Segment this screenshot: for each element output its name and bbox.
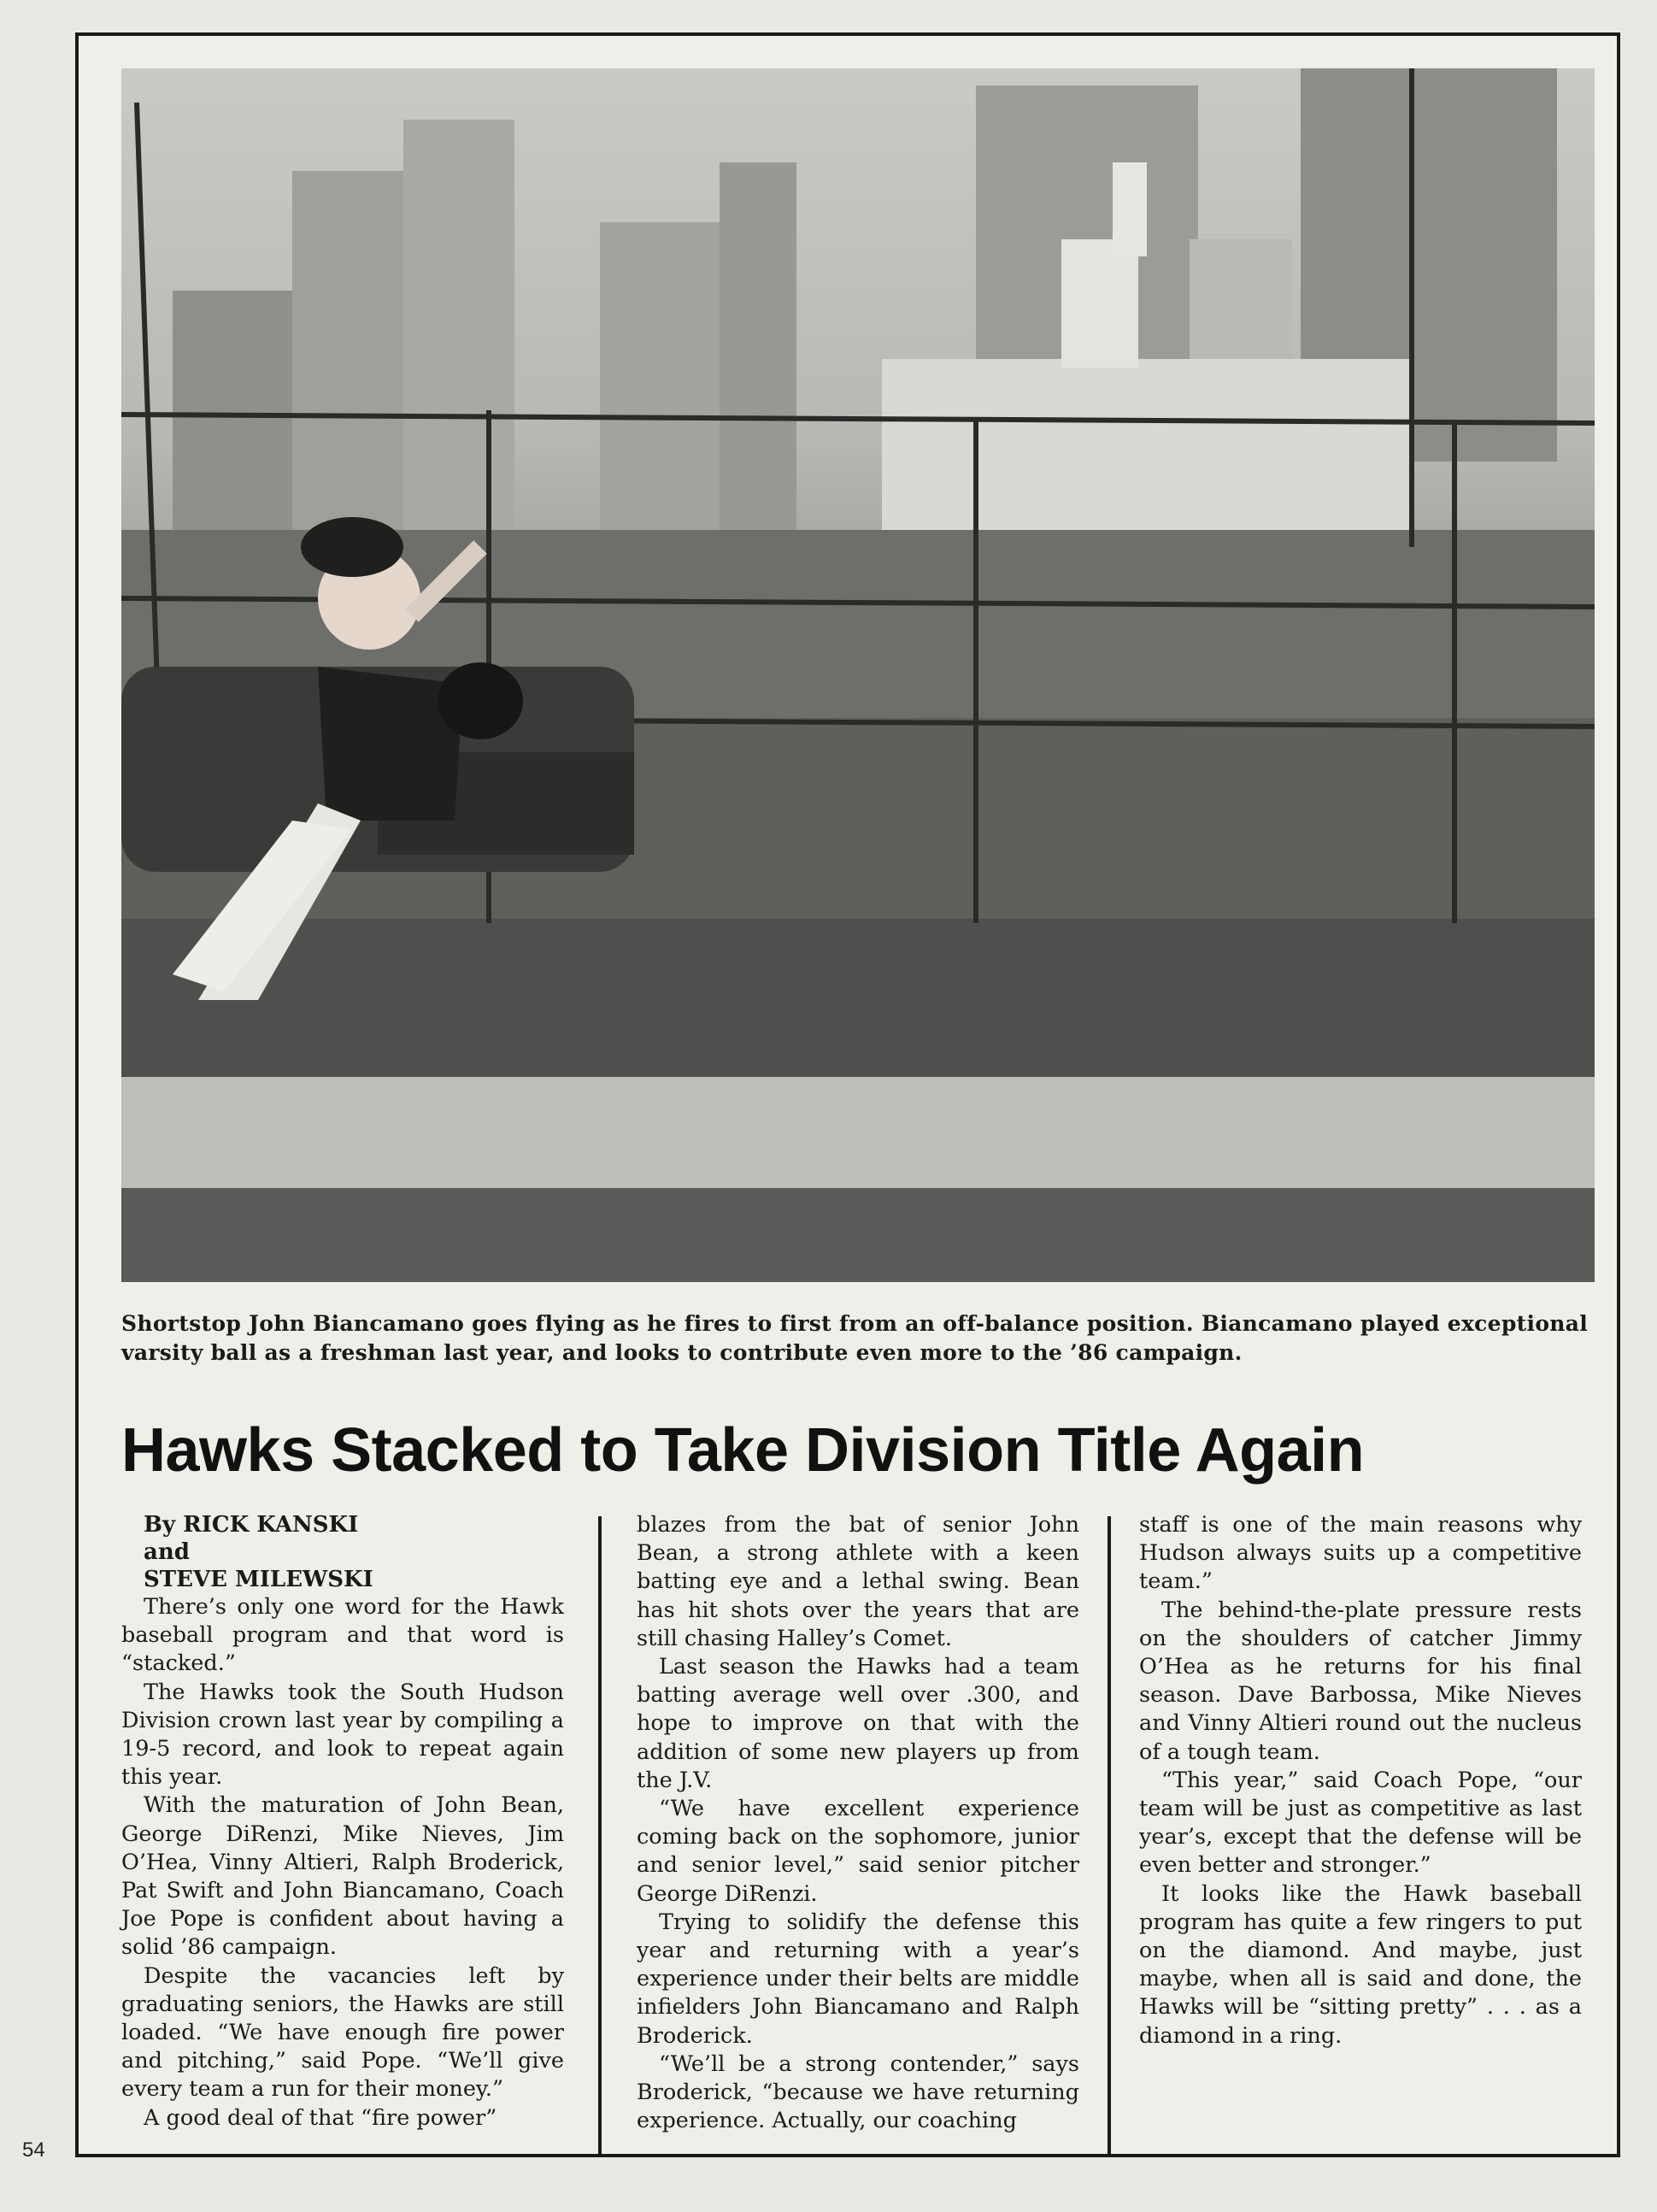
article-paragraph: “This year,” said Coach Pope, “our team will be just as competitive as last year’s, except that the defense will be even better and stronger.” [1139, 1767, 1582, 1879]
article-column-1 [121, 1511, 564, 2133]
article-column-3 [1139, 1511, 1582, 2050]
byline-and: and [144, 1539, 190, 1565]
article-paragraph: It looks like the Hawk baseball program has quite a few ringers to put on the diamond. And maybe, just maybe, when all is said and done, the Hawks will be “sitting pretty” . . . as a diamond in a ring. [1139, 1880, 1582, 2049]
article-paragraph: staff is one of the main reasons why Hudson always suits up a competitive team.” [1139, 1512, 1582, 1595]
byline-author-2: STEVE MILEWSKI [144, 1567, 373, 1592]
article-paragraph: The behind-the-plate pressure rests on the shoulders of catcher Jimmy O’Hea as he returns for his final season. Dave Barbossa, Mike Nieves and Vinny Altieri round out the nucleus of a tough team. [1139, 1597, 1582, 1765]
article-paragraph: “We have excellent experience coming back on the sophomore, junior and senior level,” said senior pitcher George DiRenzi. [637, 1796, 1079, 1907]
article-paragraph: There’s only one word for the Hawk baseball program and that word is “stacked.” [121, 1594, 564, 1677]
photo-illustration [121, 68, 1595, 1282]
baseball-player-diving-photo [121, 68, 1595, 1282]
article-column-2 [637, 1511, 1079, 2135]
article-paragraph: Last season the Hawks had a team batting average well over .300, and hope to improve on that with the addition of some new players up from the J.V. [637, 1654, 1079, 1793]
article-paragraph: Despite the vacancies left by graduating seniors, the Hawks are still loaded. “We have enough fire power and pitching,” said Pope. “We’ll give every team a run for their money.” [121, 1962, 564, 2103]
column-divider [1108, 1516, 1111, 2156]
photo-caption: Shortstop John Biancamano goes flying as he fires to first from an off-balance position. Biancamano played exceptional varsity ball as a freshman last year, and looks to contribute even more to the ’86 campaign. [121, 1311, 1589, 1365]
article-paragraph: Trying to solidify the defense this year and returning with a year’s experience under their belts are middle infielders John Biancamano and Ralph Broderick. [637, 1909, 1079, 2049]
article-headline: Hawks Stacked to Take Division Title Again [121, 1416, 1365, 1485]
article-paragraph: A good deal of that “fire power” [144, 2104, 497, 2131]
article-paragraph: “We’ll be a strong contender,” says Broderick, “because we have returning experience. Actually, our coaching [637, 2050, 1079, 2134]
article-paragraph: blazes from the bat of senior John Bean, a strong athlete with a keen batting eye and a lethal swing. Bean has hit shots over the years that are still chasing Halley’s Comet. [637, 1512, 1079, 1651]
article-paragraph: With the maturation of John Bean, George DiRenzi, Mike Nieves, Jim O’Hea, Vinny Altieri, Ralph Broderick, Pat Swift and John Biancamano, Coach Joe Pope is confident about having a solid ’86 campaign. [121, 1792, 564, 1961]
column-divider [598, 1516, 602, 2156]
byline-author-1: By RICK KANSKI [144, 1512, 359, 1538]
page-number: 54 [22, 2138, 45, 2162]
article-paragraph: The Hawks took the South Hudson Division crown last year by compiling a 19-5 record, and look to repeat again this year. [121, 1679, 564, 1791]
